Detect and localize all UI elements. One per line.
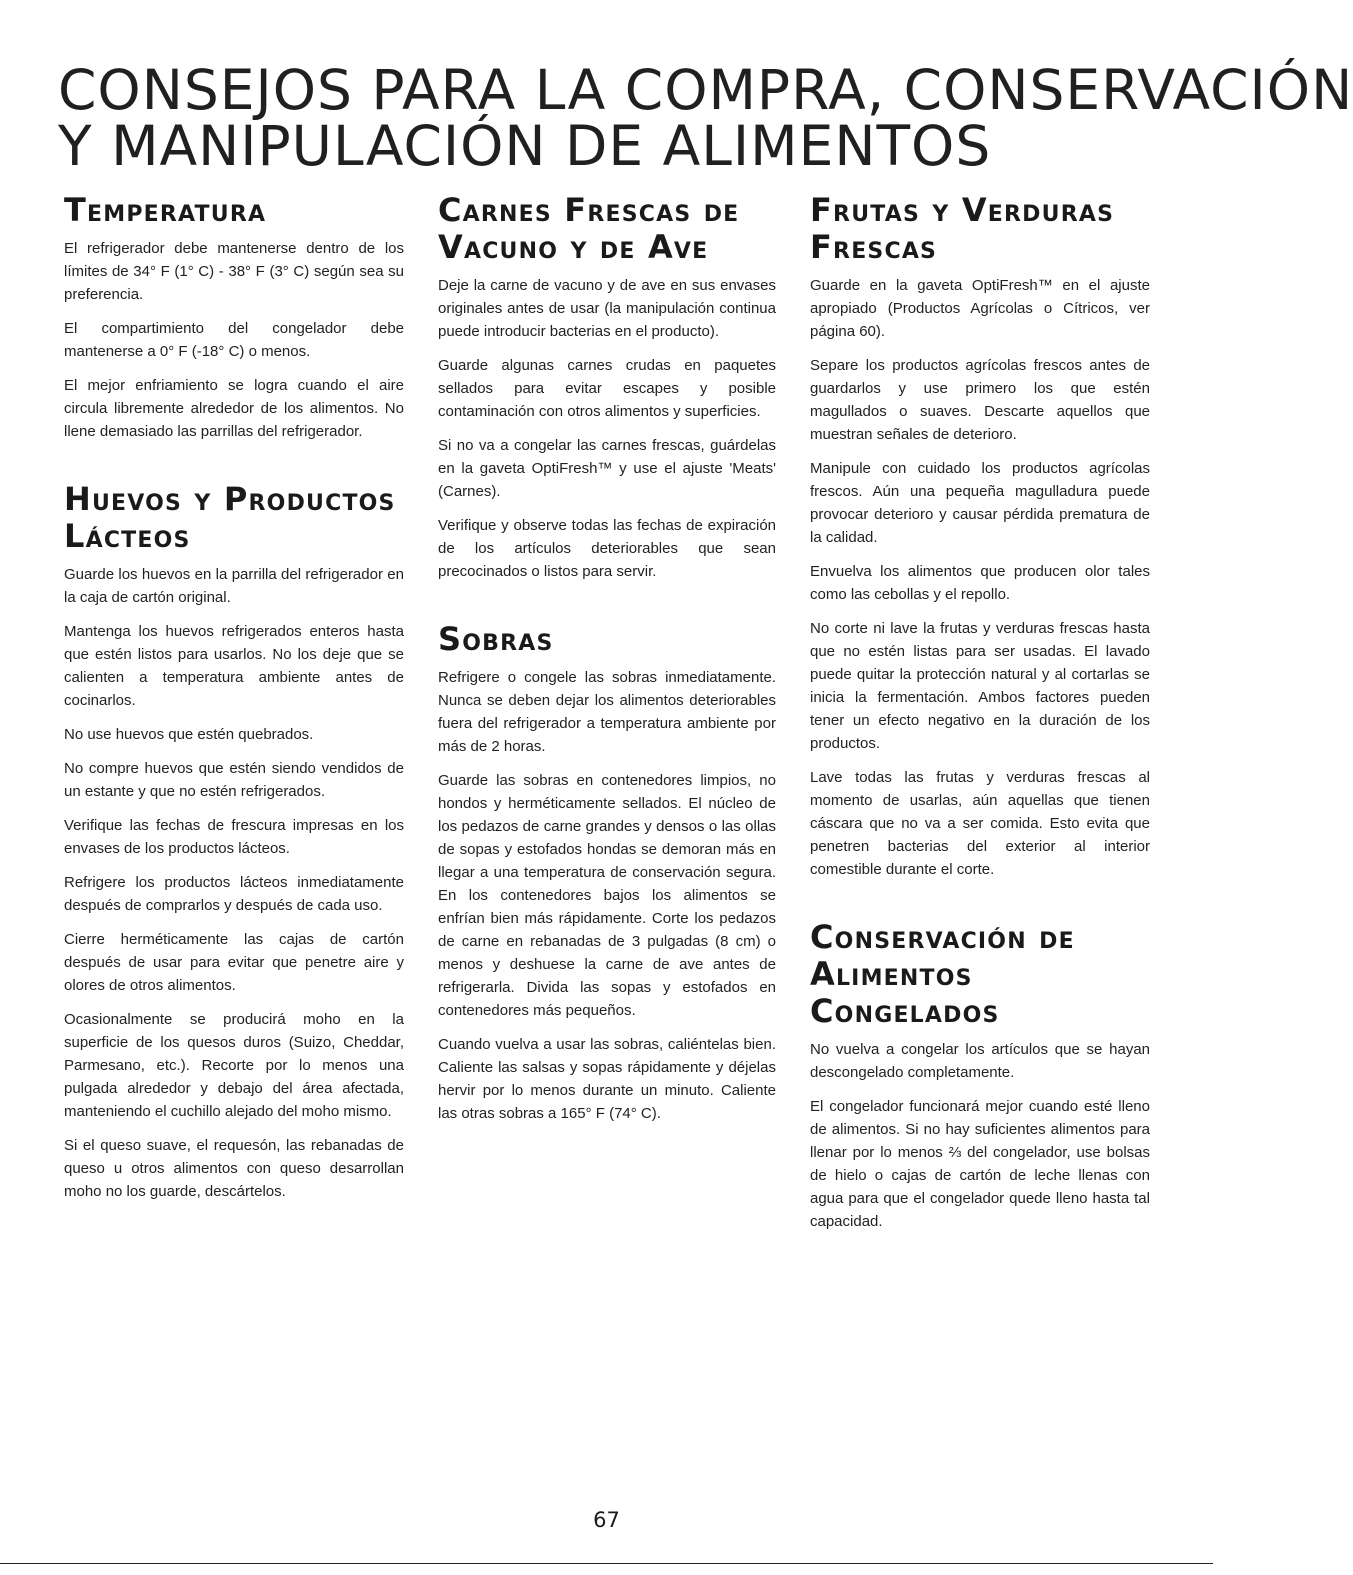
paragraph: No vuelva a congelar los artículos que se hayan descongelado completamente. bbox=[810, 1041, 1150, 1081]
section-huevos-lacteos bbox=[64, 481, 404, 1203]
section-sobras bbox=[438, 621, 776, 1125]
paragraph: No corte ni lave la frutas y verduras frescas hasta que no estén listas para ser usadas. El lavado puede quitar la protección natural y al cortarlas se inicia la fermentación. Ambos factores pueden tener un efecto negativo en la duración de los productos. bbox=[810, 620, 1150, 752]
paragraph: Guarde algunas carnes crudas en paquetes sellados para evitar escapes y posible contaminación con otros alimentos y superficies. bbox=[438, 357, 776, 420]
paragraph: Guarde los huevos en la parrilla del refrigerador en la caja de cartón original. bbox=[64, 566, 404, 606]
paragraph: Si no va a congelar las carnes frescas, guárdelas en la gaveta OptiFresh™ y use el ajuste 'Meats' (Carnes). bbox=[438, 437, 776, 500]
page-title-line-2: Y MANIPULACIÓN DE ALIMENTOS bbox=[58, 114, 992, 178]
paragraph: Cuando vuelva a usar las sobras, caliéntelas bien. Caliente las salsas y sopas rápidamente y déjelas hervir por lo menos durante un minuto. Caliente las otras sobras a 165° F (74° C). bbox=[438, 1036, 776, 1122]
section-heading: Carnes Frescas de Vacuno y de Ave bbox=[438, 191, 740, 266]
section-frutas-verduras bbox=[810, 192, 1150, 881]
paragraph: Envuelva los alimentos que producen olor tales como las cebollas y el repollo. bbox=[810, 563, 1150, 603]
page-number: 67 bbox=[593, 1508, 620, 1532]
paragraph: No use huevos que estén quebrados. bbox=[64, 726, 314, 743]
section-heading: Sobras bbox=[438, 620, 554, 658]
paragraph: Verifique y observe todas las fechas de expiración de los artículos deteriorables que sean precocinados o listos para servir. bbox=[438, 517, 776, 580]
paragraph: El refrigerador debe mantenerse dentro de los límites de 34° F (1° C) - 38° F (3° C) según sea su preferencia. bbox=[64, 240, 404, 303]
page-title-line-1: CONSEJOS PARA LA COMPRA, CONSERVACIÓN bbox=[58, 58, 1353, 122]
column-3 bbox=[810, 192, 1150, 1244]
section-congelados bbox=[810, 919, 1150, 1233]
section-heading: Conservación de Alimentos Congelados bbox=[810, 918, 1075, 1030]
section-heading: Frutas y Verduras Frescas bbox=[810, 191, 1115, 266]
paragraph: Refrigere o congele las sobras inmediatamente. Nunca se deben dejar los alimentos deteriorables fuera del refrigerador a temperatura ambiente por más de 2 horas. bbox=[438, 669, 776, 755]
paragraph: Cierre herméticamente las cajas de cartón después de usar para evitar que penetre aire y olores de otros alimentos. bbox=[64, 931, 404, 994]
paragraph: Mantenga los huevos refrigerados enteros hasta que estén listos para usarlos. No los deje que se calienten a temperatura ambiente antes de cocinarlos. bbox=[64, 623, 404, 709]
paragraph: Guarde las sobras en contenedores limpios, no hondos y herméticamente sellados. El núcleo de los pedazos de carne grandes y densos o las ollas de sopas y estofados hondas se demoran más en llegar a una temperatura de conservación segura. En los contenedores bajos los alimentos se enfrían bien más rápidamente. Corte los pedazos de carne en rebanadas de 3 pulgadas (8 cm) o menos y deshuese la carne de ave antes de refrigerarla. Divida las sopas y estofados en contenedores más pequeños. bbox=[438, 772, 776, 1019]
paragraph: El mejor enfriamiento se logra cuando el aire circula libremente alrededor de los alimentos. No llene demasiado las parrillas del refrigerador. bbox=[64, 377, 404, 440]
section-carnes-frescas bbox=[438, 192, 776, 583]
bottom-divider bbox=[0, 1563, 1213, 1564]
column-2 bbox=[438, 192, 776, 1136]
paragraph: El compartimiento del congelador debe mantenerse a 0° F (-18° C) o menos. bbox=[64, 320, 404, 360]
paragraph: Manipule con cuidado los productos agrícolas frescos. Aún una pequeña magulladura puede provocar deterioro y causar pérdida prematura de la calidad. bbox=[810, 460, 1150, 546]
paragraph: Ocasionalmente se producirá moho en la superficie de los quesos duros (Suizo, Cheddar, Parmesano, etc.). Recorte por lo menos una pulgada alrededor y debajo del área afectada, manteniendo el cuchillo alejado del moho mismo. bbox=[64, 1011, 404, 1120]
paragraph: No compre huevos que estén siendo vendidos de un estante y que no estén refrigerados. bbox=[64, 760, 404, 800]
page-title bbox=[58, 58, 1353, 178]
paragraph: Refrigere los productos lácteos inmediatamente después de comprarlos y después de cada uso. bbox=[64, 874, 404, 914]
section-heading: Huevos y Productos Lácteos bbox=[64, 480, 396, 555]
paragraph: Separe los productos agrícolas frescos antes de guardarlos y use primero los que estén magullados o suaves. Descarte aquellos que muestran señales de deterioro. bbox=[810, 357, 1150, 443]
section-temperatura bbox=[64, 192, 404, 443]
paragraph: Verifique las fechas de frescura impresas en los envases de los productos lácteos. bbox=[64, 817, 404, 857]
paragraph: Deje la carne de vacuno y de ave en sus envases originales antes de usar (la manipulación continua puede introducir bacterias en el producto). bbox=[438, 277, 776, 340]
section-heading: Temperatura bbox=[64, 191, 267, 229]
paragraph: Lave todas las frutas y verduras frescas al momento de usarlas, aún aquellas que tienen cáscara que no va a ser comida. Esto evita que penetren bacterias del exterior al interior comestible durante el corte. bbox=[810, 769, 1150, 878]
paragraph: Guarde en la gaveta OptiFresh™ en el ajuste apropiado (Productos Agrícolas o Cítricos, ver página 60). bbox=[810, 277, 1150, 340]
paragraph: Si el queso suave, el requesón, las rebanadas de queso u otros alimentos con queso desarrollan moho no los guarde, descártelos. bbox=[64, 1137, 404, 1200]
paragraph: El congelador funcionará mejor cuando esté lleno de alimentos. Si no hay suficientes alimentos para llenar por lo menos ⅔ del congelador, use bolsas de hielo o cajas de cartón de leche llenas con agua para que el congelador quede lleno hasta tal capacidad. bbox=[810, 1098, 1150, 1230]
column-1 bbox=[64, 192, 404, 1214]
